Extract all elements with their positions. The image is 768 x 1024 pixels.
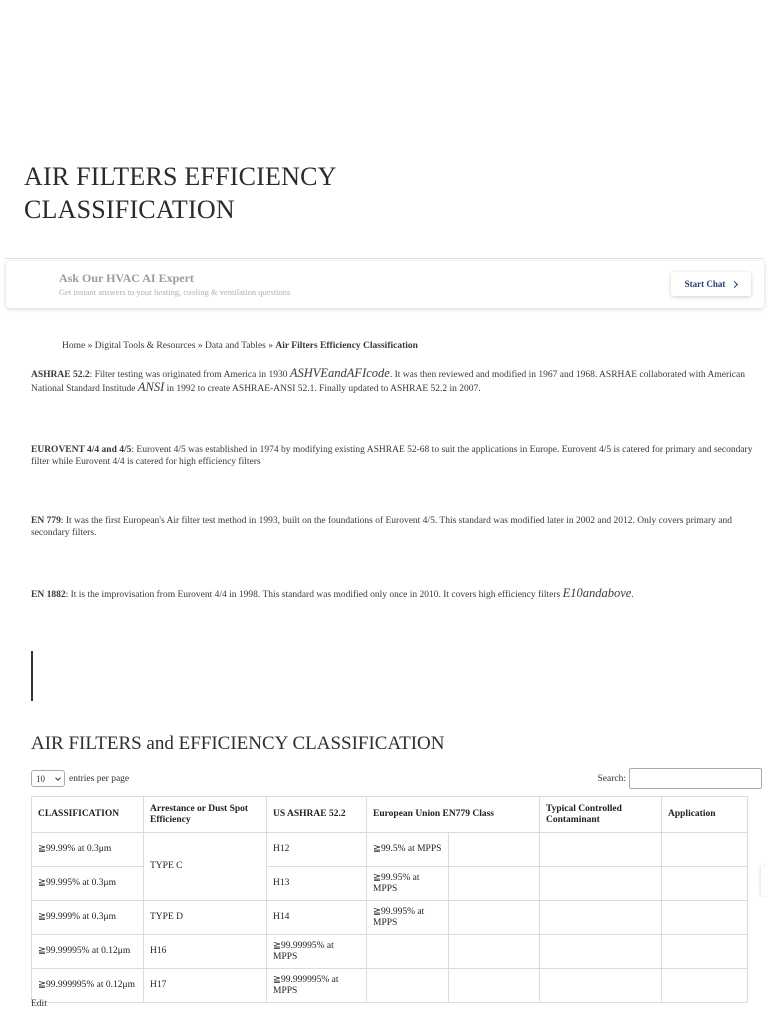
eurovent-text: : Eurovent 4/5 was established in 1974 by modifying existing ASHRAE 52-68 to suit the applications in Europe. Eurovent 4/5 is catered for primary and secondary filter while Eurovent 4/4 is catered for high efficiency filters bbox=[31, 445, 753, 467]
table-cell bbox=[540, 833, 662, 867]
column-header-us-ashrae[interactable]: US ASHRAE 52.2 bbox=[267, 797, 367, 833]
breadcrumb-separator: » bbox=[268, 341, 273, 351]
table-row bbox=[32, 833, 748, 867]
table-row bbox=[32, 901, 748, 935]
en1882-text-2: . bbox=[631, 590, 634, 600]
table-row bbox=[32, 867, 748, 901]
search-input[interactable] bbox=[629, 768, 762, 789]
ai-banner-subtitle: Get instant answers to your heating, cooling & ventilation questions bbox=[59, 287, 291, 297]
table-search bbox=[598, 768, 763, 789]
table-cell: TYPE D bbox=[144, 901, 267, 935]
entries-per-page-label: entries per page bbox=[69, 773, 130, 784]
column-header-application[interactable]: Application bbox=[662, 797, 748, 833]
table-cell: H12 bbox=[267, 833, 367, 867]
header-divider bbox=[4, 258, 764, 259]
column-header-eu-en779[interactable]: European Union EN779 Class bbox=[367, 797, 540, 833]
table-cell bbox=[449, 935, 540, 969]
table-cell: ≧99.99995% at MPPS bbox=[267, 935, 367, 969]
ashrae-label: ASHRAE 52.2 bbox=[31, 370, 90, 380]
table-cell bbox=[662, 833, 748, 867]
entries-per-page-control bbox=[31, 770, 129, 787]
table-section-title: AIR FILTERS and EFFICIENCY CLASSIFICATION bbox=[31, 733, 445, 754]
table-cell bbox=[449, 901, 540, 935]
breadcrumb-data-tables[interactable]: Data and Tables bbox=[204, 341, 266, 351]
table-cell bbox=[540, 901, 662, 935]
blockquote-bar bbox=[31, 651, 33, 701]
side-tab[interactable] bbox=[761, 866, 768, 896]
breadcrumb-current: Air Filters Efficiency Classification bbox=[275, 341, 418, 351]
table-cell: ≧99.995% at 0.3μm bbox=[32, 867, 144, 901]
en1882-math-1: E10andabove bbox=[562, 586, 632, 600]
en1882-text-1: : It is the improvisation from Eurovent 4/4 in 1998. This standard was modified only once in 2010. It covers high efficiency filters bbox=[65, 590, 563, 600]
ashrae-text-2: . It was then reviewed and modified in 1967 and 1968. ASRHAE collaborated with American National Standard Institude bbox=[31, 370, 745, 394]
en1882-paragraph bbox=[31, 587, 755, 601]
table-cell bbox=[662, 969, 748, 1003]
en1882-label: EN 1882 bbox=[31, 590, 66, 600]
breadcrumb bbox=[62, 341, 418, 351]
en779-text: : It was the first European's Air filter test method in 1993, built on the foundations of Eurovent 4/5. This standard was modified later in 2002 and 2012. Only covers primary and secondary filters. bbox=[31, 516, 732, 538]
table-cell: ≧99.95% at MPPS bbox=[367, 867, 449, 901]
table-cell bbox=[367, 969, 449, 1003]
ashrae-paragraph bbox=[31, 367, 755, 395]
table-cell: H13 bbox=[267, 867, 367, 901]
eurovent-label: EUROVENT 4/4 and 4/5 bbox=[31, 445, 132, 455]
table-cell bbox=[449, 833, 540, 867]
table-cell: ≧99.999995% at 0.12μm bbox=[32, 969, 144, 1003]
column-header-classification[interactable]: CLASSIFICATION bbox=[32, 797, 144, 833]
breadcrumb-separator: » bbox=[87, 341, 93, 351]
edit-link[interactable]: Edit bbox=[31, 999, 47, 1009]
ai-banner-title: Ask Our HVAC AI Expert bbox=[59, 271, 194, 285]
breadcrumb-digital-tools[interactable]: Digital Tools & Resources bbox=[94, 341, 196, 351]
en779-label: EN 779 bbox=[31, 516, 61, 526]
table-cell: ≧99.99% at 0.3μm bbox=[32, 833, 144, 867]
table-cell: ≧99.999% at 0.3μm bbox=[32, 901, 144, 935]
table-cell: ≧99.999995% at MPPS bbox=[267, 969, 367, 1003]
table-row bbox=[32, 935, 748, 969]
table-cell: H17 bbox=[144, 969, 267, 1003]
chevron-down-icon bbox=[55, 775, 61, 781]
table-cell bbox=[449, 867, 540, 901]
chevron-right-icon bbox=[731, 280, 738, 287]
table-cell: H16 bbox=[144, 935, 267, 969]
table-cell: TYPE C bbox=[144, 833, 267, 901]
table-row bbox=[32, 969, 748, 1003]
start-chat-label: Start Chat bbox=[684, 279, 726, 289]
ashrae-math-2: ANSI bbox=[137, 380, 165, 394]
ashrae-math-1: ASHVEandAFIcode bbox=[289, 366, 390, 380]
ai-expert-banner bbox=[6, 261, 764, 308]
table-cell bbox=[662, 901, 748, 935]
table-cell bbox=[367, 935, 449, 969]
start-chat-button[interactable] bbox=[671, 272, 751, 296]
search-label: Search: bbox=[597, 773, 626, 784]
table-cell: ≧99.99995% at 0.12μm bbox=[32, 935, 144, 969]
breadcrumb-separator: » bbox=[197, 341, 203, 351]
classification-table bbox=[31, 796, 748, 1003]
table-cell: H14 bbox=[267, 901, 367, 935]
column-header-contaminant[interactable]: Typical Controlled Contaminant bbox=[540, 797, 662, 833]
en779-paragraph bbox=[31, 515, 755, 539]
table-cell bbox=[662, 867, 748, 901]
table-cell bbox=[449, 969, 540, 1003]
table-cell bbox=[540, 969, 662, 1003]
table-cell bbox=[662, 935, 748, 969]
table-cell bbox=[540, 935, 662, 969]
page-title: AIR FILTERS EFFICIENCY CLASSIFICATION bbox=[24, 162, 336, 224]
breadcrumb-home[interactable]: Home bbox=[62, 341, 86, 351]
table-cell: ≧99.995% at MPPS bbox=[367, 901, 449, 935]
column-header-arrestance[interactable]: Arrestance or Dust Spot Efficiency bbox=[144, 797, 267, 833]
table-cell: ≧99.5% at MPPS bbox=[367, 833, 449, 867]
entries-per-page-select[interactable] bbox=[31, 770, 65, 787]
eurovent-paragraph bbox=[31, 444, 755, 468]
ashrae-text-1: : Filter testing was originated from America in 1930 bbox=[89, 370, 290, 380]
ashrae-text-3: in 1992 to create ASHRAE-ANSI 52.1. Finally updated to ASHRAE 52.2 in 2007. bbox=[164, 384, 481, 394]
entries-per-page-value: 10 bbox=[36, 773, 45, 784]
table-cell bbox=[540, 867, 662, 901]
table-header-row bbox=[32, 797, 748, 833]
